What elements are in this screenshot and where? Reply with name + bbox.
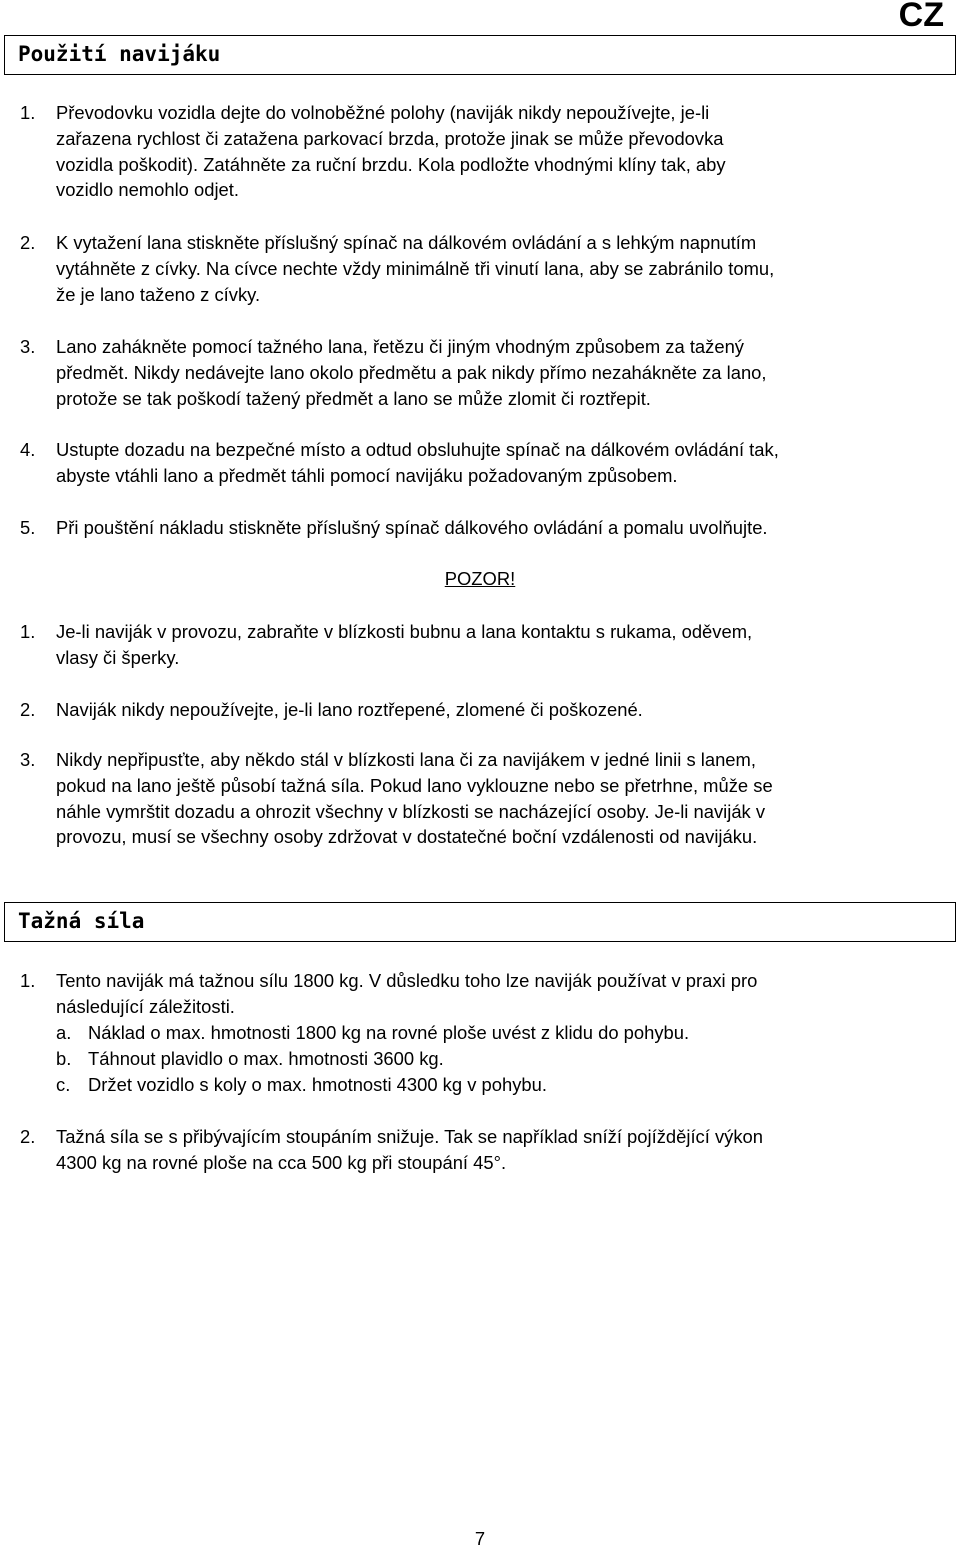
text-line: náhle vymrštit dozadu a ohrozit všechny v blízkosti se nacházející osoby. Je-li naviják v xyxy=(56,800,766,822)
section-heading-box xyxy=(4,35,956,75)
sub-item-letter: c. xyxy=(56,1074,71,1095)
text-line: vytáhněte z cívky. Na cívce nechte vždy minimálně tři vinutí lana, aby se zabránilo tomu, xyxy=(56,257,775,279)
sub-item-letter: b. xyxy=(56,1048,72,1069)
sub-item-text: Táhnout plavidlo o max. hmotnosti 3600 kg. xyxy=(88,1048,444,1069)
text-line: předmět. Nikdy nedávejte lano okolo předmětu a pak nikdy přímo nezahákněte za lano, xyxy=(56,361,767,383)
language-code: CZ xyxy=(898,0,944,34)
item-text xyxy=(56,515,950,541)
item-text xyxy=(56,619,950,671)
text-line: Tažná síla se s přibývajícím stoupáním snižuje. Tak se například sníží pojíždějící výkon xyxy=(56,1126,764,1147)
text-line: Tento naviják má tažnou sílu 1800 kg. V důsledku toho lze naviják používat v praxi pro xyxy=(56,970,758,991)
section-title-usage: Použití navijáku xyxy=(18,42,221,66)
text-line: abyste vtáhli lano a předmět táhli pomocí navijáku požadovaným způsobem. xyxy=(56,464,678,486)
page-number: 7 xyxy=(474,1528,486,1549)
text-line: protože se tak poškodí tažený předmět a lano se může zlomit či roztřepit. xyxy=(56,387,651,409)
item-text xyxy=(56,747,950,850)
text-line: provozu, musí se všechny osoby zdržovat v dostatečné boční vzdálenosti od navijáku. xyxy=(56,826,758,848)
text-line: Lano zahákněte pomocí tažného lana, řetězu či jiným vhodným způsobem za tažený xyxy=(56,336,745,357)
text-line: že je lano taženo z cívky. xyxy=(56,283,261,305)
text-line: zařazena rychlost či zatažena parkovací brzda, protože jinak se může převodovka xyxy=(56,127,724,149)
text-line: Naviják nikdy nepoužívejte, je-li lano roztřepené, zlomené či poškozené. xyxy=(56,699,643,720)
item-number: 2. xyxy=(20,1126,36,1147)
text-line: pokud na lano ještě působí tažná síla. Pokud lano vyklouzne nebo se přetrhne, může se xyxy=(56,774,773,796)
item-number: 1. xyxy=(20,102,36,123)
text-line: Ustupte dozadu na bezpečné místo a odtud obsluhujte spínač na dálkovém ovládání tak, xyxy=(56,439,779,460)
item-text xyxy=(56,230,950,307)
text-line: vlasy či šperky. xyxy=(56,646,180,668)
text-line: Nikdy nepřipusťte, aby někdo stál v blízkosti lana či za navijákem v jedné linii s lanem, xyxy=(56,749,756,770)
item-text xyxy=(56,334,950,411)
text-line: Při pouštění nákladu stiskněte příslušný spínač dálkového ovládání a pomalu uvolňujte. xyxy=(56,517,768,538)
sub-item-text: Držet vozidlo s koly o max. hmotnosti 4300 kg v pohybu. xyxy=(88,1074,547,1095)
item-text xyxy=(56,697,950,723)
item-number: 3. xyxy=(20,336,36,357)
item-number: 4. xyxy=(20,439,36,460)
item-number: 2. xyxy=(20,699,36,720)
item-number: 1. xyxy=(20,970,36,991)
text-line: K vytažení lana stiskněte příslušný spínač na dálkovém ovládání a s lehkým napnutím xyxy=(56,232,757,253)
item-number: 5. xyxy=(20,517,36,538)
item-number: 3. xyxy=(20,749,36,770)
item-number: 2. xyxy=(20,232,36,253)
text-line: Převodovku vozidla dejte do volnoběžné polohy (naviják nikdy nepoužívejte, je-li xyxy=(56,102,710,123)
item-text xyxy=(56,968,950,1020)
warning-title: POZOR! xyxy=(444,568,516,589)
sub-item-text: Náklad o max. hmotnosti 1800 kg na rovné ploše uvést z klidu do pohybu. xyxy=(88,1022,690,1043)
item-text xyxy=(56,437,950,489)
text-line: Je-li naviják v provozu, zabraňte v blízkosti bubnu a lana kontaktu s rukama, oděvem, xyxy=(56,621,753,642)
item-text xyxy=(56,100,950,203)
text-line: 4300 kg na rovné ploše na cca 500 kg při stoupání 45°. xyxy=(56,1151,507,1173)
text-line: následující záležitosti. xyxy=(56,995,235,1017)
text-line: vozidlo nemohlo odjet. xyxy=(56,179,239,201)
item-number: 1. xyxy=(20,621,36,642)
text-line: vozidla poškodit). Zatáhněte za ruční brzdu. Kola podložte vhodnými klíny tak, aby xyxy=(56,153,726,175)
section-heading-box xyxy=(4,902,956,942)
sub-item-letter: a. xyxy=(56,1022,72,1043)
item-text xyxy=(56,1124,950,1176)
section-title-pulling-force: Tažná síla xyxy=(18,909,145,933)
